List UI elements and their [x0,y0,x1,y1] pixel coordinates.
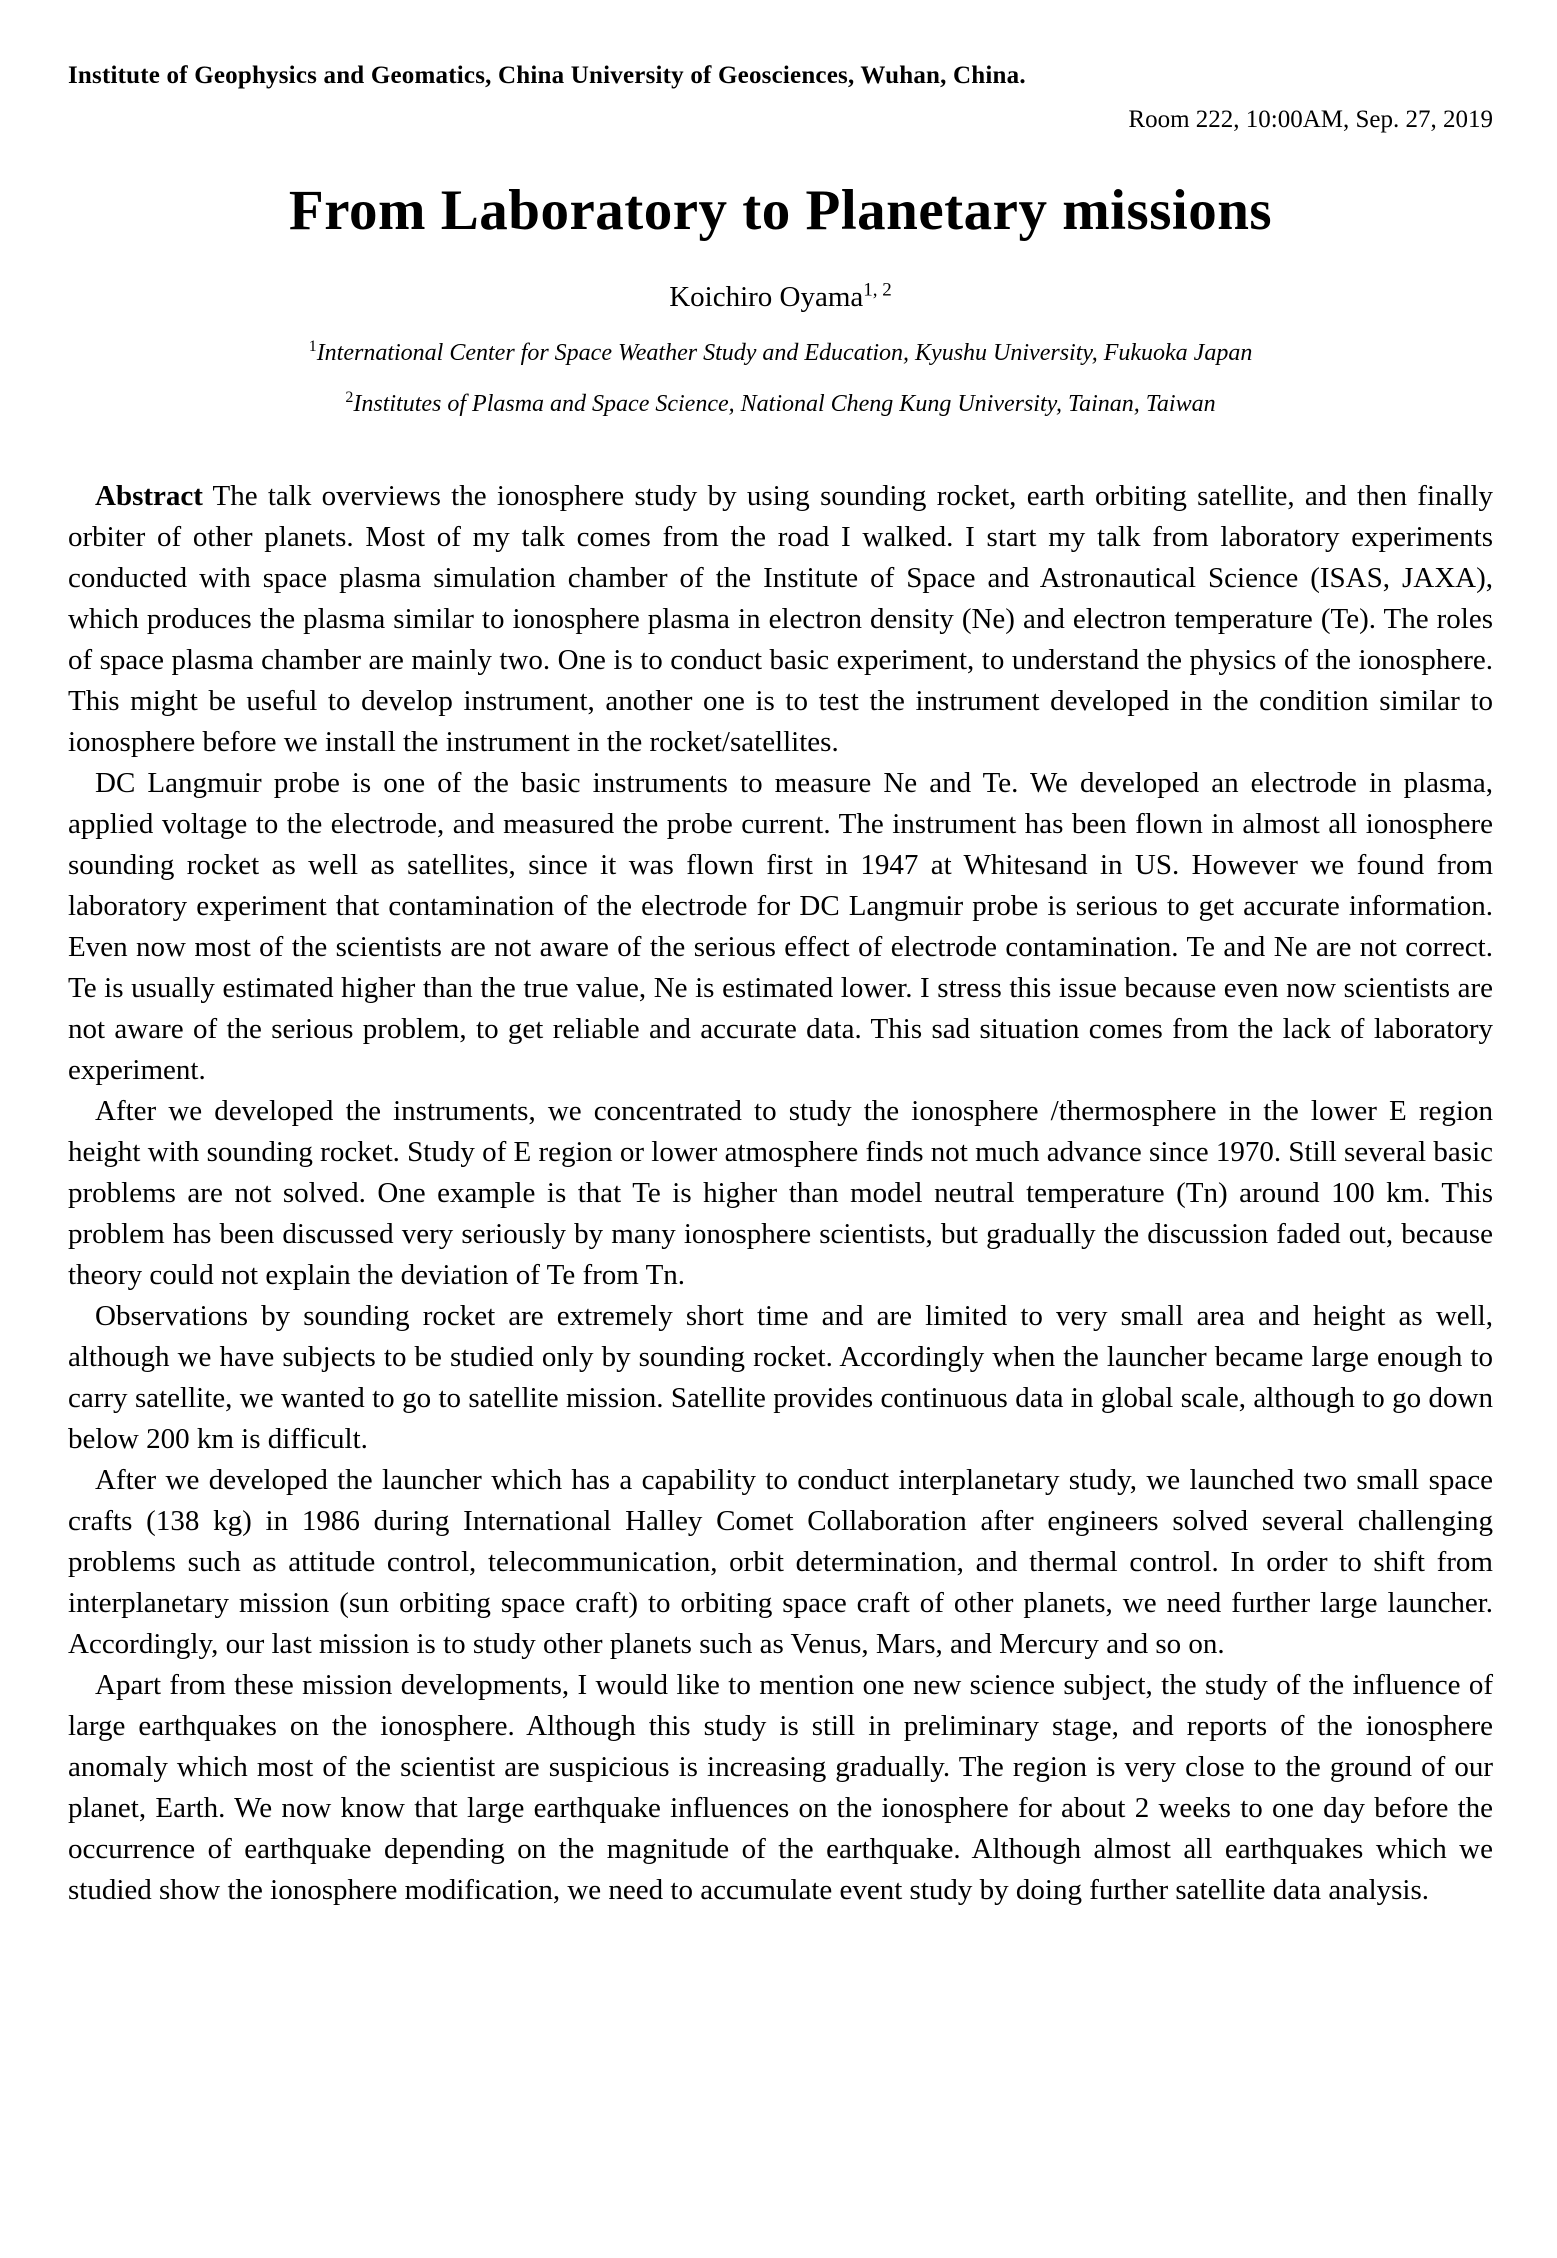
abstract-paragraph-3: After we developed the instruments, we concentrated to study the ionosphere /thermosphere in the lower E region height with sounding rocket. Study of E region or lower atmosphere finds not much advance since 1970. Still several basic problems are not solved. One example is that Te is higher than model neutral temperature (Tn) around 100 km. This problem has been discussed very seriously by many ionosphere scientists, but gradually the discussion faded out, because theory could not explain the deviation of Te from Tn. [68,1095,1493,1292]
abstract-paragraph-2: DC Langmuir probe is one of the basic instruments to measure Ne and Te. We developed an electrode in plasma, applied voltage to the electrode, and measured the probe current. The instrument has been flown in almost all ionosphere sounding rocket as well as satellites, since it was flown first in 1947 at Whitesand in US. However we found from laboratory experiment that contamination of the electrode for DC Langmuir probe is serious to get accurate information. Even now most of the scientists are not aware of the serious effect of electrode contamination. Te and Ne are not correct. Te is usually estimated higher than the true value, Ne is estimated lower. I stress this issue because even now scientists are not aware of the serious problem, to get reliable and accurate data. This sad situation comes from the lack of laboratory experiment. [68,767,1493,1087]
abstract-label: Abstract [95,480,203,513]
abstract-paragraph-1 [68,476,1493,763]
header-institute: Institute of Geophysics and Geomatics, China University of Geosciences, Wuhan, China. [68,62,1026,89]
page-title: From Laboratory to Planetary missions [288,179,1273,242]
abstract-paragraph-6: Apart from these mission developments, I would like to mention one new science subject, the study of the influence of large earthquakes on the ionosphere. Although this study is still in preliminary stage, and reports of the ionosphere anomaly which most of the scientist are suspicious is increasing gradually. The region is very close to the ground of our planet, Earth. We now know that large earthquake influences on the ionosphere for about 2 weeks to one day before the occurrence of earthquake depending on the magnitude of the earthquake. Although almost all earthquakes which we studied show the ionosphere modification, we need to accumulate event study by doing further satellite data analysis. [68,1669,1493,1907]
affiliation-1 [68,340,1493,367]
affiliation-1-marker: 1 [308,338,317,356]
affiliation-2-marker: 2 [345,389,354,407]
abstract-body [68,476,1493,1911]
author-line [68,281,1493,314]
header-event-info: Room 222, 10:00AM, Sep. 27, 2019 [1128,106,1493,133]
affiliation-2-text: Institutes of Plasma and Space Science, National Cheng Kung University, Tainan, Taiwan [353,391,1216,418]
author-name: Koichiro Oyama [669,281,864,314]
author-superscript: 1, 2 [863,279,892,301]
abstract-paragraph-4: Observations by sounding rocket are extremely short time and are limited to very small area and height as well, although we have subjects to be studied only by sounding rocket. Accordingly when the launcher became large enough to carry satellite, we wanted to go to satellite mission. Satellite provides continuous data in global scale, although to go down below 200 km is difficult. [68,1300,1493,1456]
abstract-paragraph-5: After we developed the launcher which has a capability to conduct interplanetary study, we launched two small space crafts (138 kg) in 1986 during International Halley Comet Collaboration after engineers solved several challenging problems such as attitude control, telecommunication, orbit determination, and thermal control. In order to shift from interplanetary mission (sun orbiting space craft) to orbiting space craft of other planets, we need further large launcher. Accordingly, our last mission is to study other planets such as Venus, Mars, and Mercury and so on. [68,1464,1493,1661]
abstract-paragraph-1-text: The talk overviews the ionosphere study by using sounding rocket, earth orbiting satellite, and then finally orbiter of other planets. Most of my talk comes from the road I walked. I start my talk from laboratory experiments conducted with space plasma simulation chamber of the Institute of Space and Astronautical Science (ISAS, JAXA), which produces the plasma similar to ionosphere plasma in electron density (Ne) and electron temperature (Te). The roles of space plasma chamber are mainly two. One is to conduct basic experiment, to understand the physics of the ionosphere. This might be useful to develop instrument, another one is to test the instrument developed in the condition similar to ionosphere before we install the instrument in the rocket/satellites. [68,480,1493,759]
affiliation-1-text: International Center for Space Weather Study and Education, Kyushu University, Fukuoka Japan [316,340,1253,367]
affiliation-2 [68,391,1493,418]
